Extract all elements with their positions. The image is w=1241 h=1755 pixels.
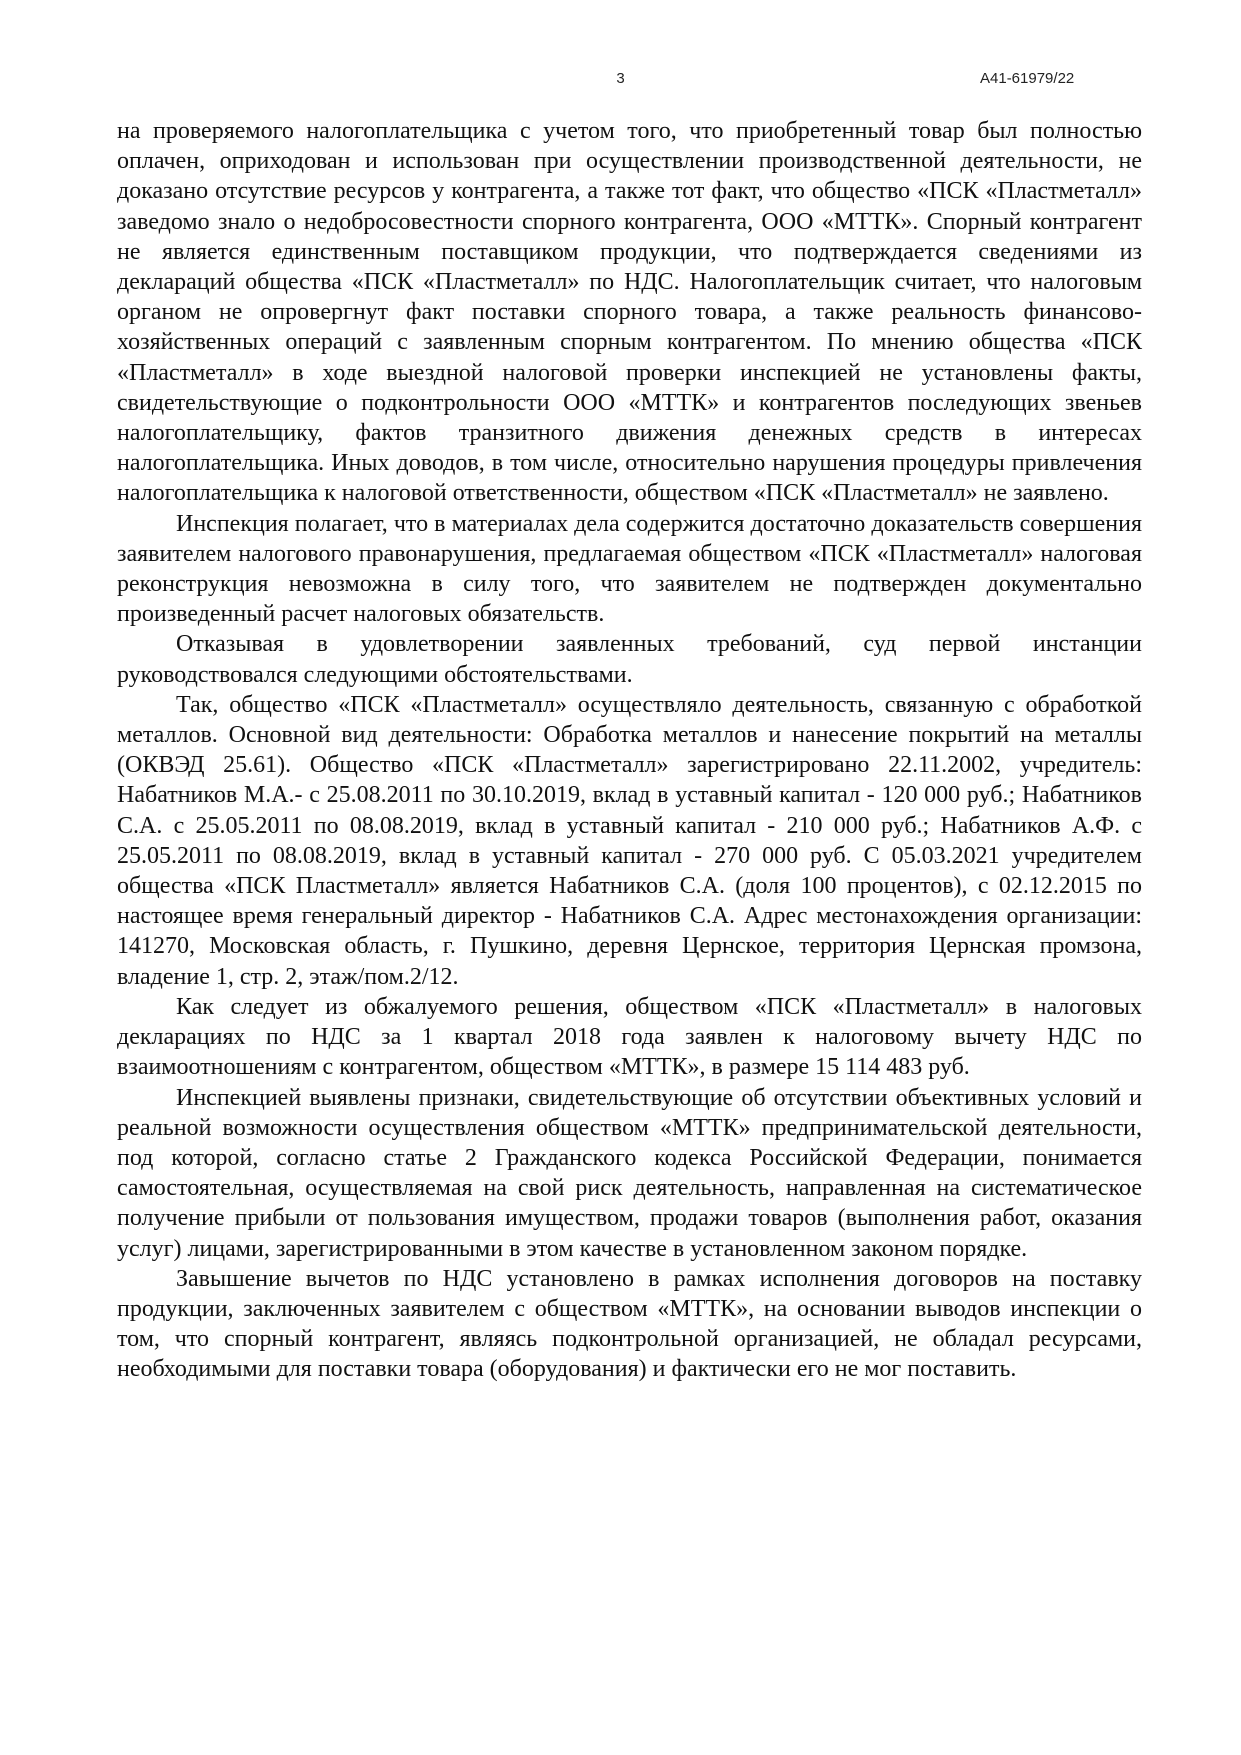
paragraph: Инспекция полагает, что в материалах дела содержится достаточно доказательств совершения заявителем налогового правонарушения, предлагаемая обществом «ПСК «Пластметалл» налоговая реконструкция невозможна в силу того, что заявителем не подтвержден документально произведенный расчет налоговых обязательств. [117,510,1142,628]
document-body [117,116,1142,1385]
page-number: 3 [616,70,625,87]
paragraph: Как следует из обжалуемого решения, обществом «ПСК «Пластметалл» в налоговых декларациях по НДС за 1 квартал 2018 года заявлен к налоговому вычету НДС по взаимоотношениям с контрагентом, обществом «МТТК», в размере 15 114 483 руб. [117,993,1142,1081]
paragraph: на проверяемого налогоплательщика с учетом того, что приобретенный товар был полностью оплачен, оприходован и использован при осуществлении производственной деятельности, не доказано отсутствие ресурсов у контрагента, а также тот факт, что общество «ПСК «Пластметалл» заведомо знало о недобросовестности спорного контрагента, ООО «МТТК». Спорный контрагент не является единственным поставщиком продукции, что подтверждается сведениями из деклараций общества «ПСК «Пластметалл» по НДС. Налогоплательщик считает, что налоговым органом не опровергнут факт поставки спорного товара, а также реальность финансово-хозяйственных операций с заявленным спорным контрагентом. По мнению общества «ПСК «Пластметалл» в ходе выездной налоговой проверки инспекцией не установлены факты, свидетельствующие о подконтрольности ООО «МТТК» и контрагентов последующих звеньев налогоплательщику, фактов транзитного движения денежных средств в интересах налогоплательщика. Иных доводов, в том числе, относительно нарушения процедуры привлечения налогоплательщика к налоговой ответственности, обществом «ПСК «Пластметалл» не заявлено. [117,118,1142,507]
case-number: А41-61979/22 [980,70,1075,87]
paragraph: Завышение вычетов по НДС установлено в рамках исполнения договоров на поставку продукции, заключенных заявителем с обществом «МТТК», на основании выводов инспекции о том, что спорный контрагент, являясь подконтрольной организацией, не обладал ресурсами, необходимыми для поставки товара (оборудования) и фактически его не мог поставить. [117,1265,1142,1383]
paragraph: Так, общество «ПСК «Пластметалл» осуществляло деятельность, связанную с обработкой металлов. Основной вид деятельности: Обработка металлов и нанесение покрытий на металлы (ОКВЭД 25.61). Общество «ПСК «Пластметалл» зарегистрировано 22.11.2002, учредитель: Набатников М.А.- с 25.08.2011 по 30.10.2019, вклад в уставный капитал - 120 000 руб.; Набатников С.А. с 25.05.2011 по 08.08.2019, вклад в уставный капитал - 210 000 руб.; Набатников А.Ф. с 25.05.2011 по 08.08.2019, вклад в уставный капитал - 270 000 руб. С 05.03.2021 учредителем общества «ПСК Пластметалл» является Набатников С.А. (доля 100 процентов), с 02.12.2015 по настоящее время генеральный директор - Набатников С.А. Адрес местонахождения организации: 141270, Московская область, г. Пушкино, деревня Цернское, территория Цернская промзона, владение 1, стр. 2, этаж/пом.2/12. [117,691,1142,990]
paragraph: Инспекцией выявлены признаки, свидетельствующие об отсутствии объективных условий и реальной возможности осуществления обществом «МТТК» предпринимательской деятельности, под которой, согласно статье 2 Гражданского кодекса Российской Федерации, понимается самостоятельная, осуществляемая на свой риск деятельность, направленная на систематическое получение прибыли от пользования имуществом, продажи товаров (выполнения работ, оказания услуг) лицами, зарегистрированными в этом качестве в установленном законом порядке. [117,1084,1142,1262]
paragraph: Отказывая в удовлетворении заявленных требований, суд первой инстанции руководствовался следующими обстоятельствами. [117,631,1142,688]
